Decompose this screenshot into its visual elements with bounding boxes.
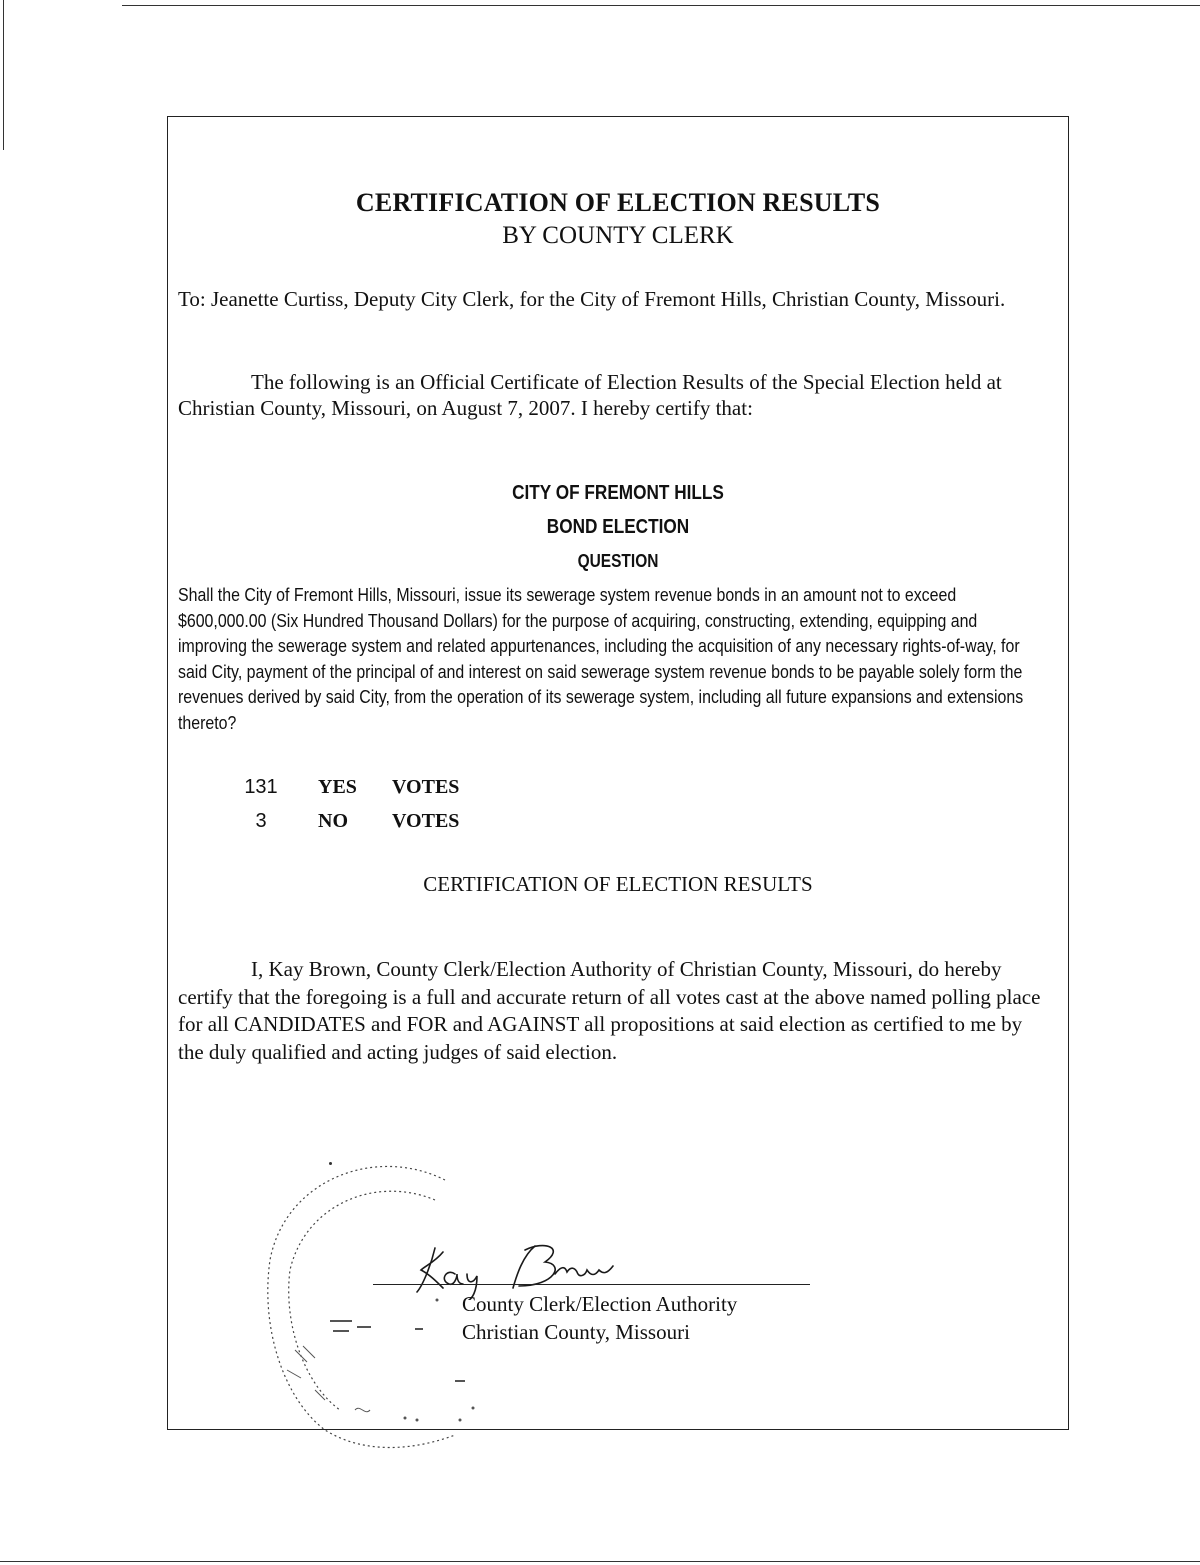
signer-county: Christian County, Missouri bbox=[462, 1320, 690, 1344]
scan-edge-left bbox=[3, 0, 4, 150]
no-votes-label: VOTES bbox=[392, 810, 460, 832]
document-subtitle: BY COUNTY CLERK bbox=[502, 222, 734, 249]
question-heading: QUESTION bbox=[577, 551, 659, 571]
ballot-question-text: Shall the City of Fremont Hills, Missouri, issue its sewerage system revenue bonds in an amount not to exceed $600,000.00 (Six Hundred Thousand Dollars) for the purpose of acquiring, constructing, extending, equipping and improving the sewerage system and related appurtenances, including the acquisition of any necessary rights-of-way, for said City, payment of the principal of and interest on said sewerage system revenue bonds to be payable solely form the revenues derived by said City, from the operation of its sewerage system, including all future expansions and extensions thereto? bbox=[178, 584, 1024, 733]
bond-election-heading: BOND ELECTION bbox=[546, 516, 690, 538]
certification-statement: I, Kay Brown, County Clerk/Election Authority of Christian County, Missouri, do hereby certify that the foregoing is a full and accurate return of all votes cast at the above named polling place for all CANDIDATES and FOR and AGAINST all propositions at said election as certified to me by the duly qualified and acting judges of said election. bbox=[178, 957, 1041, 1064]
intro-paragraph: The following is an Official Certificate of Election Results of the Special Election held at Christian County, Missouri, on August 7, 2007. I hereby certify that: bbox=[178, 370, 1002, 420]
no-vote-count: 3 bbox=[255, 810, 267, 832]
no-choice-label: NO bbox=[318, 810, 348, 832]
county-seal-stamp bbox=[255, 1150, 495, 1460]
yes-votes-label: VOTES bbox=[392, 776, 460, 798]
yes-choice-label: YES bbox=[318, 776, 357, 798]
scan-edge-bottom bbox=[0, 1561, 1200, 1562]
yes-vote-count: 131 bbox=[244, 776, 278, 798]
city-heading: CITY OF FREMONT HILLS bbox=[512, 482, 724, 504]
certification-heading: CERTIFICATION OF ELECTION RESULTS bbox=[423, 872, 813, 896]
handwritten-signature bbox=[395, 1230, 675, 1300]
scan-edge-top bbox=[122, 5, 1200, 6]
signer-title: County Clerk/Election Authority bbox=[462, 1292, 738, 1316]
signature-line bbox=[373, 1284, 810, 1285]
document-title: CERTIFICATION OF ELECTION RESULTS bbox=[355, 188, 881, 217]
addressee-paragraph: To: Jeanette Curtiss, Deputy City Clerk, for the City of Fremont Hills, Christian County, Missouri. bbox=[178, 287, 1006, 311]
